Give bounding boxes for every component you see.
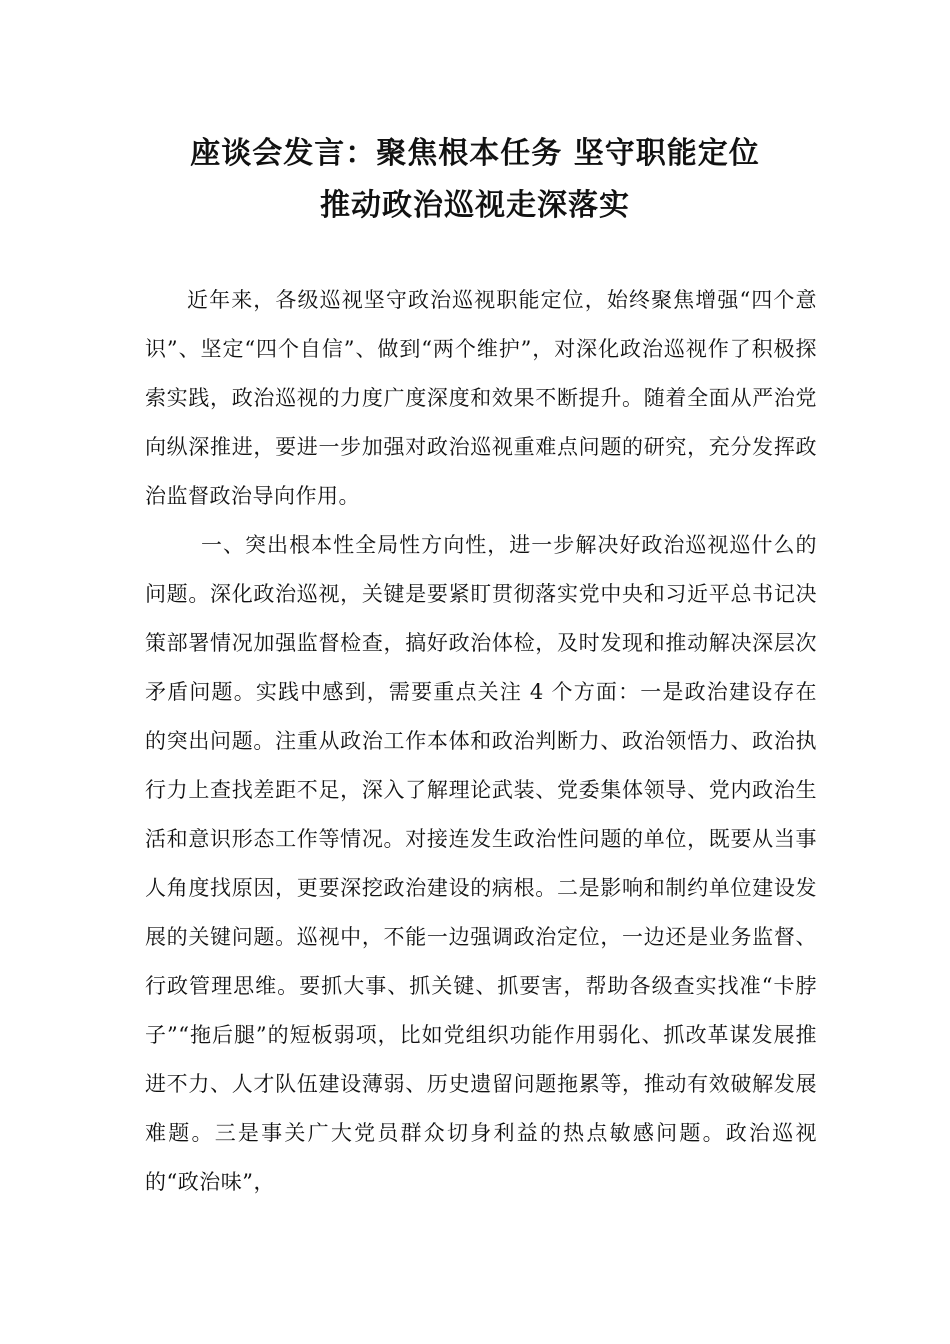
- paragraph-section-one: 一、突出根本性全局性方向性，进一步解决好政治巡视巡什么的问题。深化政治巡视，关键是要紧盯贯彻落实党中央和习近平总书记决策部署情况加强监督检查，搞好政治体检，及时发现和推动解决深层次矛盾问题。实践中感到，需要重点关注 4 个方面：一是政治建设存在的突出问题。注重从政治工作本体和政治判断力、政治领悟力、政治执行力上查找差距不足，深入了解理论武装、党委集体领导、党内政治生活和意识形态工作等情况。对接连发生政治性问题的单位，既要从当事人角度找原因，更要深挖政治建设的病根。二是影响和制约单位建设发展的关键问题。巡视中，不能一边强调政治定位，一边还是业务监督、行政管理思维。要抓大事、抓关键、抓要害，帮助各级查实找准“卡脖子”“拖后腿”的短板弱项，比如党组织功能作用弱化、抓改革谋发展推进不力、人才队伍建设薄弱、历史遗留问题拖累等，推动有效破解发展难题。三是事关广大党员群众切身利益的热点敏感问题。政治巡视的“政治味”，: [145, 533, 817, 1194]
- document-title: [100, 128, 850, 232]
- title-line-1: 座谈会发言：聚焦根本任务 坚守职能定位: [190, 136, 760, 171]
- title-line-2: 推动政治巡视走深落实: [320, 188, 630, 223]
- document-body: [145, 276, 817, 1207]
- paragraph-intro: 近年来，各级巡视坚守政治巡视职能定位，始终聚焦增强“四个意识”、坚定“四个自信”、做到“两个维护”，对深化政治巡视作了积极探索实践，政治巡视的力度广度深度和效果不断提升。随着全面从严治党向纵深推进，要进一步加强对政治巡视重难点问题的研究，充分发挥政治监督政治导向作用。: [145, 288, 817, 508]
